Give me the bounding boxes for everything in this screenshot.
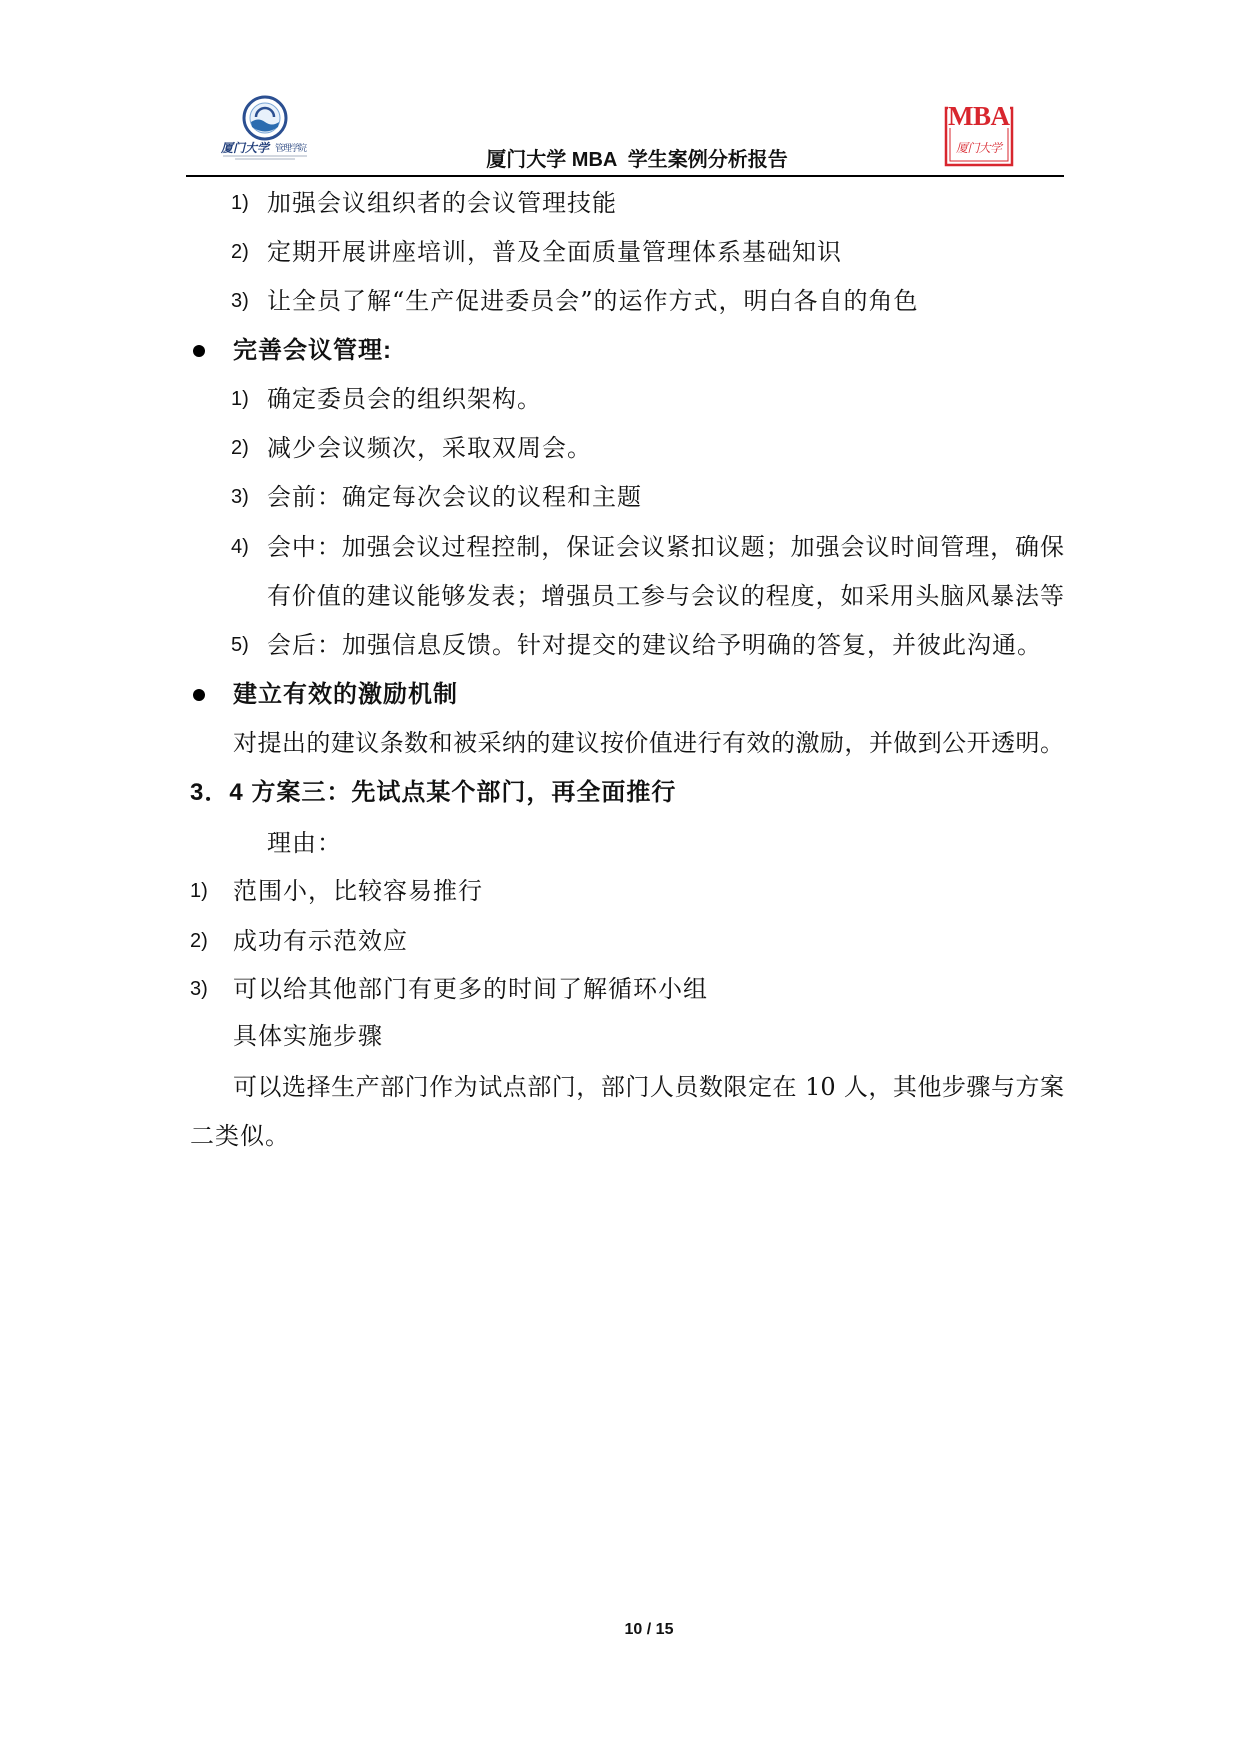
mba-logo-mark: MBA [948,101,1010,131]
list-item-text: 定期开展讲座培训，普及全面质量管理体系基础知识 [267,238,842,266]
list-item-text: 加强会议组织者的会议管理技能 [267,189,617,217]
bullet-icon [193,345,205,357]
list-item [0,925,1241,957]
list-item-text: 让全员了解“生产促进委员会”的运作方式，明白各自的角色 [267,287,919,315]
header-rule [186,175,1064,177]
list-item-number: 4) [231,536,249,558]
list-item [0,973,1241,1005]
list-item [0,187,1241,219]
list-item-number: 3) [231,486,249,508]
list-item [0,629,1241,661]
paragraph-continuation [0,1120,1241,1152]
paragraph [0,727,1241,759]
list-item-number: 2) [231,437,249,459]
xmu-management-school-logo [215,92,315,164]
mba-logo [943,92,1015,168]
paragraph-text: 二类似。 [190,1122,290,1150]
list-item-number: 3) [231,290,249,312]
list-item-number: 5) [231,634,249,656]
bullet-icon [193,689,205,701]
list-item-text: 成功有示范效应 [233,927,408,955]
list-item-text: 减少会议频次，采取双周会。 [267,434,592,462]
steps-label-text: 具体实施步骤 [233,1022,383,1050]
paragraph-text: 对提出的建议条数和被采纳的建议按价值进行有效的激励，并做到公开透明。 [233,729,1064,757]
list-item-number: 2) [231,241,249,263]
report-title: 厦门大学 MBA 学生案例分析报告 [486,149,788,171]
list-item-continuation [0,580,1241,612]
section-heading-text: 3．4 方案三：先试点某个部门，再全面推行 [190,779,677,806]
list-item [0,432,1241,464]
logo-school-name: 管理学院 [275,144,307,154]
list-item-number: 1) [231,192,249,214]
reason-label-text: 理由： [267,829,342,857]
list-item-number: 2) [190,930,208,952]
list-item-number: 1) [231,388,249,410]
reason-label [0,827,1241,859]
section-heading [0,777,1241,809]
list-item [0,236,1241,268]
mba-logo-calligraphy: 厦门大学 [956,141,1002,155]
list-item-text: 会后：加强信息反馈。针对提交的建议给予明确的答复，并彼此沟通。 [267,631,1042,659]
bullet-heading [0,335,1241,367]
list-item-text: 范围小，比较容易推行 [233,877,483,905]
paragraph-text: 可以选择生产部门作为试点部门，部门人员数限定在 10 人，其他步骤与方案 [233,1073,1064,1101]
list-item-text: 可以给其他部门有更多的时间了解循环小组 [233,975,708,1003]
list-item [0,875,1241,907]
bullet-heading [0,679,1241,711]
list-item [0,383,1241,415]
list-item [0,531,1241,563]
list-item-text: 会前：确定每次会议的议程和主题 [267,483,642,511]
list-item-text: 会中：加强会议过程控制，保证会议紧扣议题；加强会议时间管理，确保 [267,533,1064,561]
paragraph [0,1071,1241,1103]
list-item-number: 3) [190,978,208,1000]
list-item-text: 确定委员会的组织架构。 [267,385,542,413]
list-item-text: 有价值的建议能够发表；增强员工参与会议的程度，如采用头脑风暴法等 [267,582,1064,610]
bullet-heading-text: 完善会议管理: [233,337,392,364]
list-item [0,481,1241,513]
logo-calligraphy: 厦门大学 [221,141,269,155]
list-item-number: 1) [190,880,208,902]
page-number: 10 / 15 [624,1621,674,1638]
bullet-heading-text: 建立有效的激励机制 [233,681,458,708]
list-item [0,285,1241,317]
steps-label [0,1020,1241,1052]
